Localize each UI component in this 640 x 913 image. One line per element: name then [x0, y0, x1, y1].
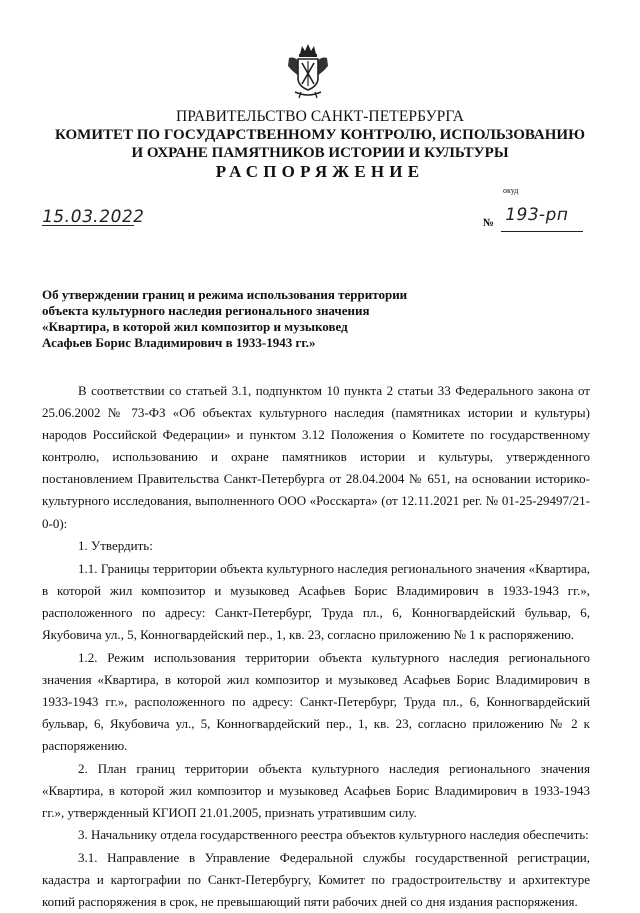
handwritten-date: 15.03.2022: [40, 207, 147, 227]
clause-3-1: 3.1. Направление в Управление Федеральной службы государственной регистрации, кадастра и картографии по Санкт-Петербургу, Комитет по градостроительству и архитектуре копий распоряжения в срок, не превышающий пяти рабочих дней со дня издания распоряжения.: [42, 849, 590, 910]
document-type-title: РАСПОРЯЖЕНИЕ: [215, 162, 425, 181]
number-label: №: [483, 217, 495, 229]
subject-line: объекта культурного наследия регионального значения: [42, 303, 370, 318]
clause-1: 1. Утвердить:: [78, 538, 153, 554]
subject-line: Об утверждении границ и режима использования территории: [42, 287, 408, 302]
handwritten-number: 193-рп: [503, 205, 571, 225]
clause-1-2: 1.2. Режим использования территории объекта культурного наследия регионального значения «Квартира, в которой жил композитор и музыковед Асафьев Борис Владимирович в 1933-1943 гг.», расположенного по адресу: Санкт-Петербург, Труда пл., 6, Конногвардейский бульвар, 6, Якубовича ул., 5, Конногвардейский пер., 1, кв. 23, согласно приложению № 2 к распоряжению.: [42, 649, 590, 753]
preamble-paragraph: В соответствии со статьей 3.1, подпунктом 10 пункта 2 статьи 33 Федерального закона от 25.06.2002 № 73-ФЗ «Об объектах культурного наследия (памятниках истории и культуры) народов Российской Федерации» и пунктом 3.12 Положения о Комитете по государственному контролю, использованию и охране памятников истории и культуры, утвержденного постановлением Правительства Санкт-Петербурга от 28.04.2004 № 651, на основании историко-культурного исследования, выполненного ООО «Росскарта» (от 12.11.2021 рег. № 01-25-29497/21-0-0):: [42, 383, 590, 531]
number-underline: [501, 231, 583, 232]
committee-name-line1: КОМИТЕТ ПО ГОСУДАРСТВЕННОМУ КОНТРОЛЮ, ИСПОЛЬЗОВАНИЮ: [55, 127, 585, 143]
government-name: ПРАВИТЕЛЬСТВО САНКТ-ПЕТЕРБУРГА: [175, 108, 465, 125]
clause-3: 3. Начальнику отдела государственного реестра объектов культурного наследия обеспечить:: [78, 827, 589, 843]
clause-2: 2. План границ территории объекта культурного наследия регионального значения «Квартира, в которой жил композитор и музыковед Асафьев Борис Владимирович в 1933-1943 гг.», утвержденный КГИОП 21.01.2005, признать утратившим силу.: [42, 760, 590, 820]
okud-label: окуд: [503, 186, 519, 195]
clause-1-1: 1.1. Границы территории объекта культурного наследия регионального значения «Квартира, в которой жил композитор и музыковед Асафьев Борис Владимирович в 1933-1943 гг.», расположенного по адресу: Санкт-Петербург, Труда пл., 6, Конногвардейский бульвар, 6, Якубовича ул., 5, Конногвардейский пер., 1, кв. 23, согласно приложению № 1 к распоряжению.: [42, 560, 590, 643]
subject-line: Асафьев Борис Владимирович в 1933-1943 гг.»: [42, 335, 316, 350]
subject-line: «Квартира, в которой жил композитор и музыковед: [42, 319, 348, 334]
committee-name-line2: И ОХРАНЕ ПАМЯТНИКОВ ИСТОРИИ И КУЛЬТУРЫ: [131, 145, 509, 161]
coat-of-arms-icon: [285, 42, 331, 100]
committee-name: [0, 126, 640, 162]
document-subject: [42, 287, 408, 351]
document-date: [40, 207, 147, 227]
document-body: [42, 380, 590, 913]
